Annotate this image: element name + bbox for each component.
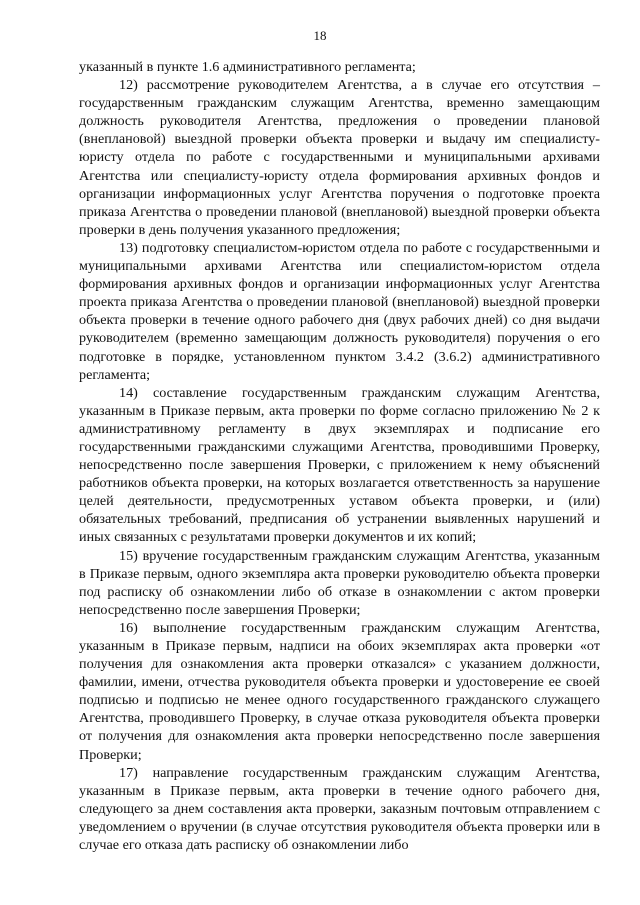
- paragraph-item-15: 15) вручение государственным гражданским служащим Агентства, указанным в Приказе первым, одного экземпляра акта проверки руководителю объекта проверки под расписку об ознакомлении либо об отказе в ознакомлении с актом проверки непосредственно после завершения Проверки;: [79, 547, 600, 618]
- paragraph-item-16: 16) выполнение государственным гражданским служащим Агентства, указанным в Приказе первым, надписи на обоих экземплярах акта проверки «от получения для ознакомления акта проверки отказался» с указанием должности, фамилии, имени, отчества руководителя объекта проверки и удостоверение ее своей подписью и подписью не менее одного государственного гражданского служащего Агентства, проводившего Проверку, в случае отказа руководителя объекта проверки от получения для ознакомления акта проверки непосредственно после завершения Проверки;: [79, 619, 600, 763]
- paragraph-item-17: 17) направление государственным гражданским служащим Агентства, указанным в Приказе первым, акта проверки в течение одного рабочего дня, следующего за днем составления акта проверки, заказным почтовым отправлением с уведомлением о вручении (в случае отсутствия руководителя объекта проверки или в случае его отказа дать расписку об ознакомлении либо: [79, 764, 600, 854]
- document-body: [79, 58, 600, 854]
- paragraph-item-12: 12) рассмотрение руководителем Агентства, а в случае его отсутствия – государственным гражданским служащим Агентства, временно замещающим должность руководителя Агентства, предложения о проведении плановой (внеплановой) выездной проверки объекта проверки и выдачу им специалисту-юристу отдела по работе с государственными и муниципальными архивами Агентства или специалисту-юристу отдела формирования архивных фондов и организации информационных услуг Агентства поручения о подготовке проекта приказа Агентства о проведении плановой (внеплановой) выездной проверки объекта проверки в день получения указанного предложения;: [79, 77, 600, 238]
- paragraph-item-13: 13) подготовку специалистом-юристом отдела по работе с государственными и муниципальными архивами Агентства или специалистом-юристом отдела формирования архивных фондов и организации информационных услуг Агентства проекта приказа Агентства о проведении плановой (внеплановой) выездной проверки объекта проверки в течение одного рабочего дня (двух рабочих дней) со дня выдачи руководителем (временно замещающим должность руководителя) поручения о его подготовке в порядке, установленном пунктом 3.4.2 (3.6.2) административного регламента;: [79, 239, 600, 383]
- paragraph-item-14: 14) составление государственным гражданским служащим Агентства, указанным в Приказе первым, акта проверки по форме согласно приложению № 2 к административному регламенту в двух экземплярах и подписание его государственными гражданскими служащими Агентства, проводившими Проверку, непосредственно после завершения Проверки, с приложением к нему объяснений работников объекта проверки, на которых возлагается ответственность за нарушение целей деятельности, предусмотренных уставом объекта проверки, и (или) обязательных требований, предписания об устранении выявленных нарушений и иных связанных с результатами проверки документов и их копий;: [79, 384, 600, 546]
- page-number: 18: [313, 28, 327, 43]
- paragraph-continuation: указанный в пункте 1.6 административного регламента;: [79, 59, 416, 75]
